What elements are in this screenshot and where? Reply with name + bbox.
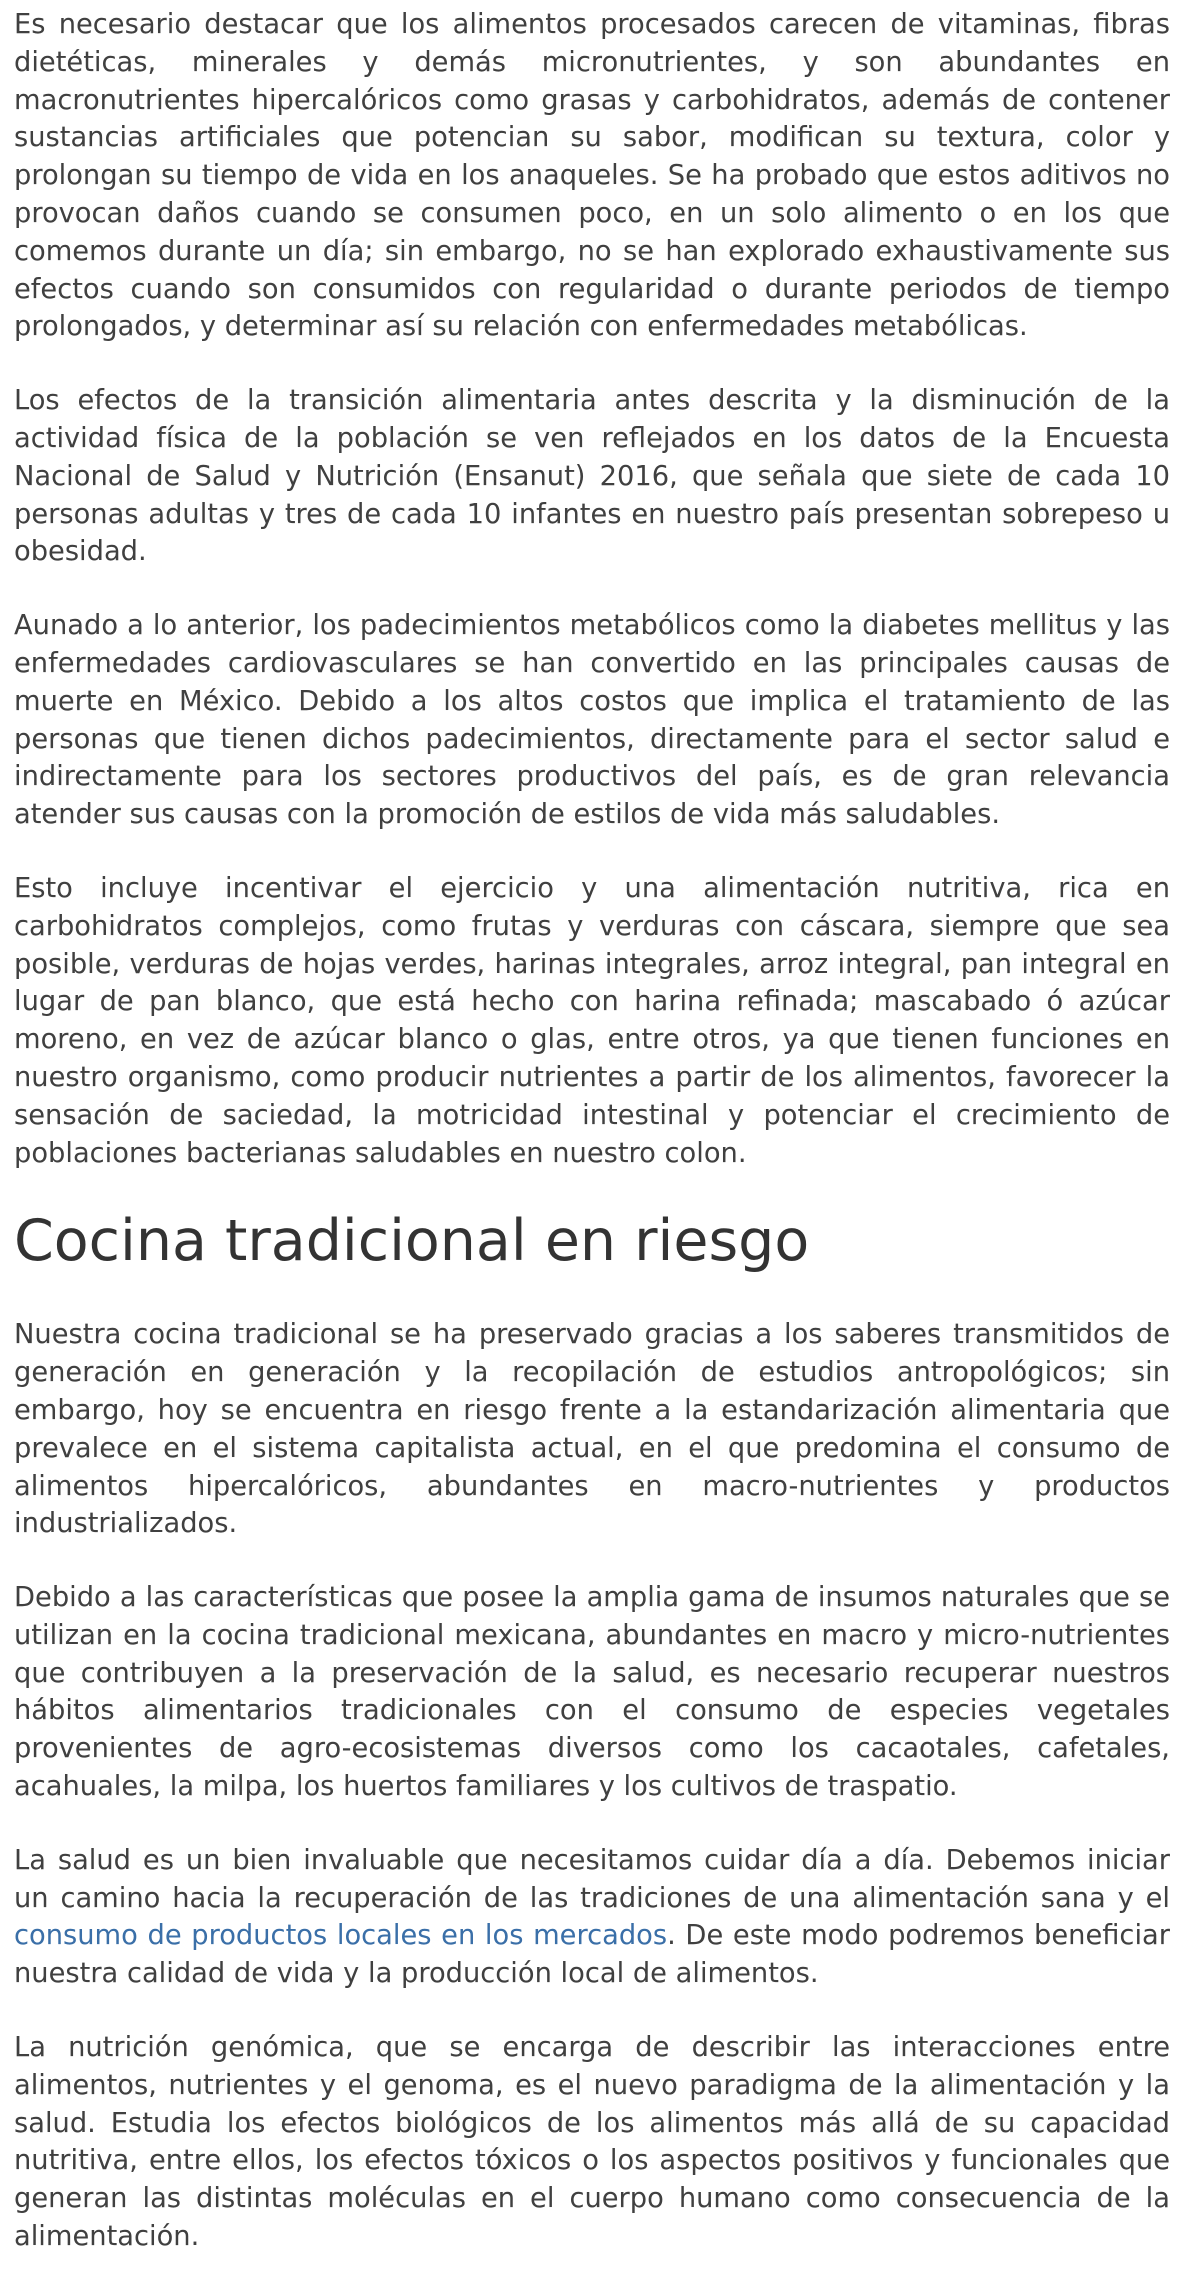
paragraph-ensanut: Los efectos de la transición alimentaria antes descrita y la disminución de la actividad física de la población se ven reflejados en los datos de la Encuesta Nacional de Salud y Nutrición (Ensanut) 2016, que señala que siete de cada 10 personas adultas y tres de cada 10 infantes en nuestro país presentan sobrepeso u obesidad. (14, 385, 1170, 568)
paragraph-processed-foods: Es necesario destacar que los alimentos procesados carecen de vitaminas, fibras dietéticas, minerales y demás micronutrientes, y son abundantes en macronutrientes hipercalóricos como grasas y carbohidratos, además de contener sustancias artificiales que potencian su sabor, modifican su textura, color y prolongan su tiempo de vida en los anaqueles. Se ha probado que estos aditivos no provocan daños cuando se consumen poco, en un solo alimento o en los que comemos durante un día; sin embargo, no se han explorado exhaustivamente sus efectos cuando son consumidos con regularidad o durante periodos de tiempo prolongados, y determinar así su relación con enfermedades metabólicas. (14, 9, 1170, 343)
paragraph-healthy-diet: Esto incluye incentivar el ejercicio y una alimentación nutritiva, rica en carbohidratos complejos, como frutas y verduras con cáscara, siempre que sea posible, verduras de hojas verdes, harinas integrales, arroz integral, pan integral en lugar de pan blanco, que está hecho con harina refinada; mascabado ó azúcar moreno, en vez de azúcar blanco o glas, entre otros, ya que tienen funciones en nuestro organismo, como producir nutrientes a partir de los alimentos, favorecer la sensación de saciedad, la motricidad intestinal y potenciar el crecimiento de poblaciones bacterianas saludables en nuestro colon. (14, 872, 1170, 1169)
paragraph-metabolic-diseases: Aunado a lo anterior, los padecimientos metabólicos como la diabetes mellitus y las enfermedades cardiovasculares se han convertido en las principales causas de muerte en México. Debido a los altos costos que implica el tratamiento de las personas que tienen dichos padecimientos, directamente para el sector salud e indirectamente para los sectores productivos del país, es de gran relevancia atender sus causas con la promoción de estilos de vida más saludables. (14, 610, 1170, 831)
section-heading: Cocina tradicional en riesgo (14, 1208, 810, 1275)
paragraph-genomic-nutrition: La nutrición genómica, que se encarga de describir las interacciones entre alimentos, nutrientes y el genoma, es el nuevo paradigma de la alimentación y la salud. Estudia los efectos biológicos de los alimentos más allá de su capacidad nutritiva, entre ellos, los efectos tóxicos o los aspectos positivos y funcionales que generan las distintas moléculas en el cuerpo humano como consecuencia de la alimentación. (14, 2032, 1170, 2253)
paragraph-natural-inputs: Debido a las características que posee la amplia gama de insumos naturales que se utilizan en la cocina tradicional mexicana, abundantes en macro y micro-nutrientes que contribuyen a la preservación de la salud, es necesario recuperar nuestros hábitos alimentarios tradicionales con el consumo de especies vegetales provenientes de agro-ecosistemas diversos como los cacaotales, cafetales, acahuales, la milpa, los huertos familiares y los cultivos de traspatio. (14, 1582, 1170, 1803)
paragraph-local-products-text-before: La salud es un bien invaluable que necesitamos cuidar día a día. Debemos iniciar un camino hacia la recuperación de las tradiciones de una alimentación sana y el (14, 1844, 1170, 1914)
paragraph-local-products (14, 1842, 1170, 1993)
article-body (14, 6, 1170, 2292)
paragraph-local-products-text-after: . De este modo podremos beneficiar nuestra calidad de vida y la producción local de alimentos. (14, 1920, 1170, 1990)
local-products-link[interactable]: consumo de productos locales en los mercados (14, 1920, 668, 1952)
paragraph-traditional-cuisine: Nuestra cocina tradicional se ha preservado gracias a los saberes transmitidos de generación en generación y la recopilación de estudios antropológicos; sin embargo, hoy se encuentra en riesgo frente a la estandarización alimentaria que prevalece en el sistema capitalista actual, en el que predomina el consumo de alimentos hipercalóricos, abundantes en macro-nutrientes y productos industrializados. (14, 1319, 1170, 1540)
